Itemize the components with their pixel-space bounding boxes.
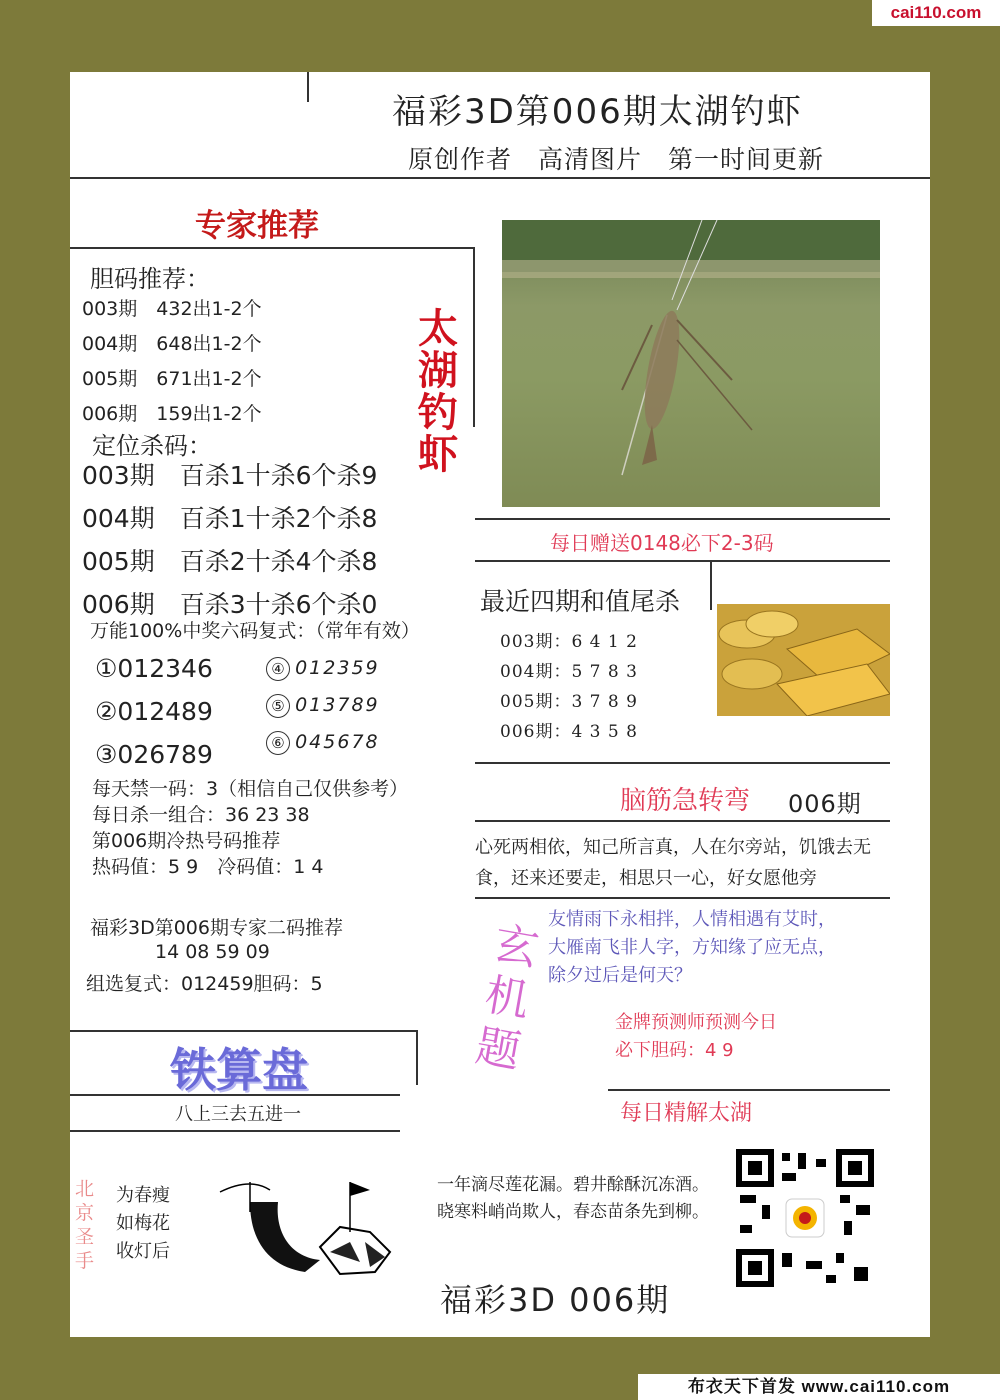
tip-line: 每日杀一组合：36 23 38 bbox=[92, 804, 310, 826]
gold-photo bbox=[717, 604, 890, 716]
divider bbox=[475, 762, 890, 764]
xuanji-text: 友情雨下永相拌，人情相遇有艾时，大雁南飞非人字，方知缘了应无点，除夕过后是何天？ bbox=[548, 909, 836, 986]
sketch-illustration bbox=[210, 1172, 410, 1287]
divider bbox=[70, 1030, 418, 1032]
brain-text: 心死两相依，知己所言真，人在尔旁站，饥饿去无食，还来还要走，相思只一心，好女愿他旁 bbox=[475, 837, 871, 889]
poem-line: 晓寒料峭尚欺人，春态苗条先到柳。 bbox=[437, 1202, 709, 1222]
six-code-item: ③026789 bbox=[95, 740, 213, 769]
six-code-left bbox=[95, 647, 213, 776]
shrimp-photo bbox=[502, 220, 880, 507]
xuanji-title: 玄机题 bbox=[472, 917, 543, 1079]
list-item: 003期 432出1-2个 bbox=[82, 298, 262, 320]
list-item: 003期 百杀1十杀6个杀9 bbox=[82, 461, 378, 490]
ink-drawing bbox=[210, 1172, 410, 1291]
kill-list bbox=[82, 454, 377, 626]
list-item: 005期：3 7 8 9 bbox=[500, 692, 638, 712]
qr-code[interactable] bbox=[736, 1149, 874, 1287]
circle-number: ④ bbox=[266, 657, 290, 681]
two-code-numbers: 14 08 59 09 bbox=[155, 941, 270, 963]
tiesuanpan-line: 八上三去五进一 bbox=[175, 1104, 301, 1125]
divider bbox=[475, 560, 890, 562]
brain-title: 脑筋急转弯 bbox=[620, 786, 751, 816]
gift-text: 每日赠送0148必下2-3码 bbox=[550, 531, 774, 555]
list-item: 006期：4 3 5 8 bbox=[500, 722, 638, 742]
verse-line: 收灯后 bbox=[116, 1241, 170, 1262]
shrimp-illustration bbox=[502, 220, 880, 507]
list-item: 005期 671出1-2个 bbox=[82, 368, 262, 390]
qr-code-icon bbox=[736, 1149, 874, 1287]
dan-title: 胆码推荐： bbox=[90, 265, 210, 293]
prediction-line: 金牌预测师预测今日 bbox=[615, 1012, 777, 1033]
verse-line: 如梅花 bbox=[116, 1213, 170, 1234]
six-code-value: 013789 bbox=[295, 694, 380, 716]
daily-tips bbox=[92, 776, 408, 880]
six-code-item: ①012346 bbox=[95, 654, 213, 683]
list-item: 004期 百杀1十杀2个杀8 bbox=[82, 504, 378, 533]
tip-line: 热码值：5 9 冷码值：1 4 bbox=[92, 856, 324, 878]
page-subtitle: 原创作者 高清图片 第一时间更新 bbox=[408, 145, 825, 174]
prediction bbox=[615, 1009, 777, 1065]
list-item: 004期 648出1-2个 bbox=[82, 333, 262, 355]
side-title: 太湖钓虾 bbox=[418, 306, 458, 478]
daily-solve-title: 每日精解太湖 bbox=[620, 1101, 753, 1126]
footer-title: 福彩3D 006期 bbox=[440, 1281, 671, 1319]
six-code-value: 012359 bbox=[295, 657, 380, 679]
list-item: 005期 百杀2十杀4个杀8 bbox=[82, 547, 378, 576]
dan-list bbox=[82, 292, 262, 432]
divider bbox=[70, 177, 930, 179]
six-code-value: 045678 bbox=[295, 731, 380, 753]
list-item: 003期：6 4 1 2 bbox=[500, 632, 638, 652]
two-code-title: 福彩3D第006期专家二码推荐 bbox=[90, 917, 343, 939]
divider bbox=[70, 247, 475, 249]
recent-list bbox=[500, 627, 638, 747]
beijing-lines bbox=[116, 1182, 170, 1266]
site-footer[interactable]: 布衣天下首发 www.cai110.com bbox=[638, 1374, 1000, 1400]
six-code-title: 万能100%中奖六码复式：（常年有效） bbox=[90, 620, 420, 642]
poem-line: 一年滴尽莲花漏。碧井酴酥沉冻酒。 bbox=[437, 1175, 709, 1195]
six-code-item: ②012489 bbox=[95, 697, 213, 726]
divider bbox=[416, 1030, 418, 1085]
divider bbox=[475, 518, 890, 520]
divider bbox=[473, 247, 475, 427]
prediction-line: 必下胆码：4 9 bbox=[615, 1040, 734, 1061]
group-compound: 组选复式：012459胆码：5 bbox=[86, 973, 323, 995]
kill-title: 定位杀码： bbox=[92, 432, 212, 460]
gold-coins-illustration bbox=[717, 604, 890, 716]
section-heading-expert: 专家推荐 bbox=[195, 208, 319, 244]
divider bbox=[608, 1089, 890, 1091]
lottery-sheet bbox=[70, 72, 930, 1337]
divider bbox=[475, 820, 890, 822]
page-title: 福彩3D第006期太湖钓虾 bbox=[392, 92, 803, 132]
divider bbox=[475, 897, 890, 899]
list-item: 006期 百杀3十杀6个杀0 bbox=[82, 590, 378, 619]
divider bbox=[70, 1130, 400, 1132]
poem bbox=[437, 1172, 709, 1226]
tip-line: 第006期冷热号码推荐 bbox=[92, 830, 281, 852]
list-item: 004期：5 7 8 3 bbox=[500, 662, 638, 682]
site-tag[interactable]: cai110.com bbox=[872, 0, 1000, 26]
tiesuanpan-title: 铁算盘 bbox=[170, 1043, 308, 1097]
tip-line: 每天禁一码：3（相信自己仅供参考） bbox=[92, 778, 409, 800]
divider bbox=[710, 560, 712, 610]
circle-number: ⑤ bbox=[266, 694, 290, 718]
circle-number: ⑥ bbox=[266, 731, 290, 755]
brain-issue: 006期 bbox=[788, 790, 862, 818]
beijing-vertical: 北京圣手 bbox=[75, 1178, 95, 1272]
recent-title: 最近四期和值尾杀 bbox=[480, 587, 681, 616]
six-code-right bbox=[266, 650, 380, 761]
list-item: 006期 159出1-2个 bbox=[82, 403, 262, 425]
divider bbox=[307, 72, 309, 102]
verse-line: 为春瘦 bbox=[116, 1185, 170, 1206]
